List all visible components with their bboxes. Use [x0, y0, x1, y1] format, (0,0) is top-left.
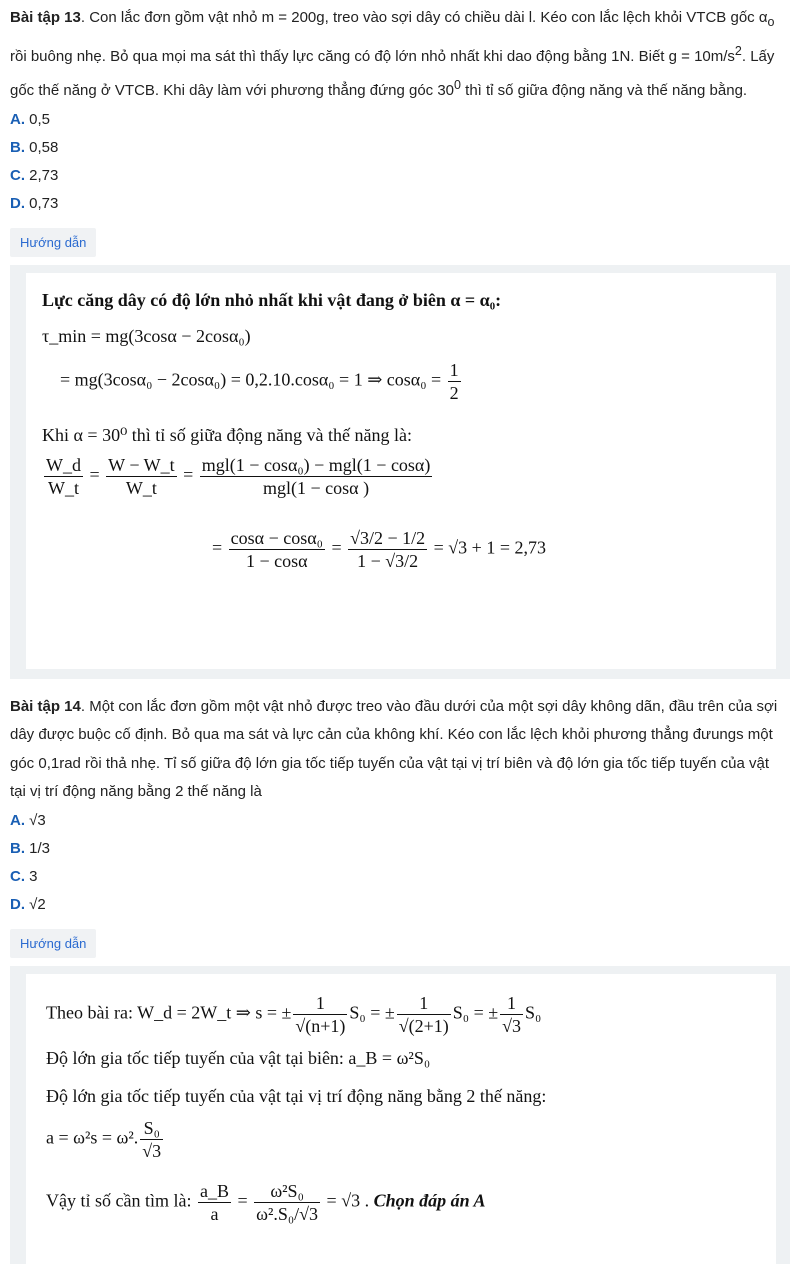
option-a[interactable]: A. 0,5	[10, 110, 51, 128]
solution-line: Theo bài ra: W_d = 2W_t ⇒ s = ± $\frac{1}{√(n+1)}$ S₀ = ± $\frac{1}{√(2+1)}$ S₀ = ± $\frac{1}{√3}$ S₀	[46, 992, 542, 1036]
fraction: $\frac{\text{cosα − cosα₀}}{1 - \cos\alpha}$	[230, 527, 323, 571]
option-d[interactable]: D. 0,73	[10, 194, 59, 212]
guide-button[interactable]: Hướng dẫn	[10, 228, 96, 257]
option-b[interactable]: B. 1/3	[10, 839, 51, 857]
solution-box	[10, 265, 790, 679]
exercise-heading: Bài tập 13	[10, 9, 81, 26]
fraction: $\frac{W\_d}{W\_t}$	[46, 454, 81, 498]
fraction: $\frac{1}{√(2+1)}$	[398, 992, 449, 1036]
solution-line: a = ω²s = ω². $\frac{\text{S₀}}{√3}$	[46, 1117, 162, 1161]
fraction: $\frac{1}{√(n+1)}$	[295, 992, 346, 1036]
exercise-heading: Bài tập 14	[10, 697, 81, 715]
solution-box	[10, 966, 790, 1264]
options-list	[10, 106, 790, 218]
solution-line: Độ lớn gia tốc tiếp tuyến của vật tại biên: a_B = ω²S₀	[46, 1047, 431, 1068]
option-b[interactable]: B. 0,58	[10, 138, 59, 156]
option-a[interactable]: A. √3	[10, 811, 46, 829]
solution-line: $\frac{W\_d}{W\_t}$ = $\frac{W - W\_t}{W\_t}$ = $\frac{\text{mgl(1 − cosα₀) − mgl(1 − cosα)}}{\text{mgl(1 − cosα )}}$	[46, 454, 431, 498]
solution-line: = mg(3cosα₀ − 2cosα₀) = 0,2.10.cosα₀ = 1 ⇒ cosα₀ = $\frac{1}{2}$	[60, 359, 459, 403]
question-text: Bài tập 13. Con lắc đơn gồm vật nhỏ m = 200g, treo vào sợi dây có chiều dài l. Kéo con lắc lệch khỏi VTCB gốc $\alpha_o$ rồi buông nhẹ. Bỏ qua mọi ma sát thì thấy lực căng có độ lớn nhỏ nhất khi dao động bằng 1N. Biết $g = 10m/s^2$. Lấy gốc thế năng ở VTCB. Khi dây làm với phương thẳng đứng góc $30^0$ thì tỉ số giữa động năng và thế năng bằng.	[10, 9, 775, 99]
option-c[interactable]: C. 3	[10, 867, 38, 885]
solution-line: Vậy tỉ số cần tìm là: $\frac{a\_B}{a}$ = $\frac{\text{ω²S₀}}{\text{ω².S₀/√3}}$ = √3 . Chọn đáp án A	[46, 1180, 486, 1224]
option-d[interactable]: D. √2	[10, 895, 46, 913]
exercise-13	[10, 4, 790, 679]
exercise-14	[10, 693, 790, 1264]
question-text: Bài tập 14. Một con lắc đơn gồm một vật nhỏ được treo vào đầu dưới của một sợi dây không dãn, đầu trên của sợi dây được buộc cố định. Bỏ qua ma sát và lực cản của không khí. Kéo con lắc lệch khỏi phương thẳng đưungs một góc 0,1rad rồi thả nhẹ. Tỉ số giữa độ lớn gia tốc tiếp tuyến của vật tại vị trí biên và độ lớn gia tốc tiếp tuyến của vật tại vị trí động năng bằng 2 thế năng là	[10, 697, 778, 800]
options-list	[10, 807, 790, 919]
guide-button[interactable]: Hướng dẫn	[10, 929, 96, 958]
fraction: $\frac{√3/2 - 1/2}{1 - √3/2}$	[350, 527, 426, 571]
option-c[interactable]: C. 2,73	[10, 166, 59, 184]
solution-line: Lực căng dây có độ lớn nhỏ nhất khi vật đang ở biên α = α₀:	[42, 289, 502, 310]
solution-line: = $\frac{\text{cosα − cosα₀}}{1 - \cos\alpha}$ = $\frac{√3/2 - 1/2}{1 - √3/2}$ = √3 + 1 = 2,73	[212, 527, 546, 571]
fraction: $\frac{W - W\_t}{W\_t}$	[108, 454, 175, 498]
fraction: $\frac{1}{2}$	[449, 359, 459, 403]
solution-line: Độ lớn gia tốc tiếp tuyến của vật tại vị trí động năng bằng 2 thế năng:	[46, 1085, 547, 1106]
fraction: $\frac{\text{S₀}}{√3}$	[142, 1117, 162, 1161]
fraction: $\frac{\text{ω²S₀}}{\text{ω².S₀/√3}}$	[256, 1180, 319, 1224]
fraction: $\frac{1}{√3}$	[502, 992, 521, 1036]
fraction: $\frac{a\_B}{a}$	[199, 1180, 229, 1224]
fraction: $\frac{\text{mgl(1 − cosα₀) − mgl(1 − cosα)}}{\text{mgl(1 − cosα )}}$	[201, 454, 431, 498]
solution-line: τ_min = mg(3cosα − 2cosα₀)	[42, 325, 251, 346]
solution-content	[26, 273, 776, 669]
solution-line: Khi α = 30⁰ thì tỉ số giữa động năng và thế năng là:	[42, 424, 413, 445]
solution-content	[26, 974, 776, 1284]
